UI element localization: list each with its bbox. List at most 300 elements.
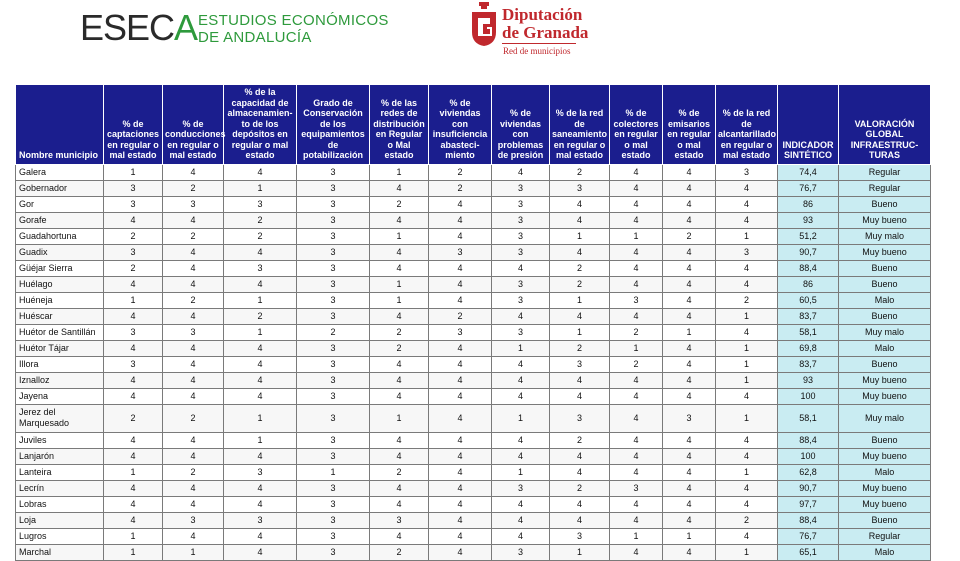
table-cell: 4 <box>224 340 297 356</box>
table-cell: 1 <box>104 464 163 480</box>
table-cell: 1 <box>370 164 429 180</box>
table-cell: 4 <box>663 512 716 528</box>
table-cell: 3 <box>550 404 610 432</box>
table-cell: 2 <box>224 212 297 228</box>
table-cell: 4 <box>163 528 224 544</box>
table-cell: 4 <box>224 388 297 404</box>
synthetic-indicator-cell: 93 <box>778 212 839 228</box>
table-cell: 4 <box>370 212 429 228</box>
table-cell: 4 <box>429 544 492 560</box>
table-row <box>16 164 931 180</box>
table-cell: 4 <box>429 212 492 228</box>
table-cell: 1 <box>492 340 550 356</box>
table-cell: 4 <box>663 180 716 196</box>
synthetic-indicator-cell: 100 <box>778 388 839 404</box>
table-cell: 4 <box>492 512 550 528</box>
table-cell: 4 <box>716 324 778 340</box>
global-valuation-cell: Muy malo <box>839 228 931 244</box>
global-valuation-cell: Malo <box>839 292 931 308</box>
synthetic-indicator-cell: 88,4 <box>778 260 839 276</box>
synthetic-indicator-cell: 90,7 <box>778 244 839 260</box>
table-cell: 3 <box>297 496 370 512</box>
column-header: Nombre municipio <box>16 85 104 165</box>
global-valuation-cell: Bueno <box>839 196 931 212</box>
table-cell: 3 <box>492 480 550 496</box>
table-cell: 4 <box>610 544 663 560</box>
table-cell: 4 <box>663 164 716 180</box>
table-cell: 2 <box>429 164 492 180</box>
diputacion-logo <box>470 2 610 62</box>
table-cell: 2 <box>297 324 370 340</box>
table-cell: 1 <box>224 324 297 340</box>
table-cell: 4 <box>663 448 716 464</box>
global-valuation-cell: Bueno <box>839 432 931 448</box>
table-cell: 4 <box>429 372 492 388</box>
table-cell: 4 <box>370 448 429 464</box>
table-cell: 2 <box>163 404 224 432</box>
table-cell: 4 <box>429 292 492 308</box>
table-row <box>16 356 931 372</box>
table-cell: 1 <box>550 544 610 560</box>
table-cell: 2 <box>663 228 716 244</box>
synthetic-indicator-cell: 83,7 <box>778 308 839 324</box>
municipality-name-cell: Lobras <box>16 496 104 512</box>
global-valuation-cell: Bueno <box>839 308 931 324</box>
table-body <box>16 164 931 560</box>
table-cell: 3 <box>163 512 224 528</box>
table-cell: 4 <box>610 404 663 432</box>
table-cell: 4 <box>663 308 716 324</box>
global-valuation-cell: Regular <box>839 528 931 544</box>
table-cell: 3 <box>297 292 370 308</box>
municipality-name-cell: Lecrín <box>16 480 104 496</box>
table-cell: 4 <box>492 448 550 464</box>
table-cell: 3 <box>104 180 163 196</box>
table-cell: 4 <box>370 180 429 196</box>
table-cell: 1 <box>716 356 778 372</box>
global-valuation-cell: Bueno <box>839 276 931 292</box>
column-header: Grado de Conservación de los equipamientos de potabilización <box>297 85 370 165</box>
table-cell: 4 <box>224 480 297 496</box>
municipality-name-cell: Gor <box>16 196 104 212</box>
table-cell: 3 <box>224 464 297 480</box>
table-row <box>16 260 931 276</box>
diputacion-line1: Diputación <box>502 5 583 24</box>
table-cell: 2 <box>370 340 429 356</box>
eseca-wordmark: ESECA <box>80 7 198 48</box>
table-cell: 1 <box>550 324 610 340</box>
table-cell: 4 <box>104 372 163 388</box>
table-cell: 4 <box>610 448 663 464</box>
table-cell: 3 <box>297 276 370 292</box>
table-cell: 4 <box>663 196 716 212</box>
table-cell: 4 <box>224 276 297 292</box>
table-cell: 1 <box>104 292 163 308</box>
table-cell: 2 <box>550 260 610 276</box>
table-cell: 1 <box>716 544 778 560</box>
global-valuation-cell: Malo <box>839 340 931 356</box>
table-cell: 2 <box>550 432 610 448</box>
table-row <box>16 528 931 544</box>
table-cell: 4 <box>429 480 492 496</box>
municipality-name-cell: Iznalloz <box>16 372 104 388</box>
table-cell: 1 <box>104 544 163 560</box>
table-cell: 3 <box>492 292 550 308</box>
table-cell: 3 <box>297 528 370 544</box>
diputacion-tagline: Red de municipios <box>503 46 571 56</box>
table-cell: 3 <box>663 404 716 432</box>
table-cell: 4 <box>663 480 716 496</box>
global-valuation-cell: Bueno <box>839 512 931 528</box>
table-cell: 2 <box>610 324 663 340</box>
synthetic-indicator-cell: 86 <box>778 276 839 292</box>
table-cell: 4 <box>224 496 297 512</box>
eseca-subtitle-line1: ESTUDIOS ECONÓMICOS <box>198 12 389 29</box>
table-cell: 4 <box>429 388 492 404</box>
table-cell: 4 <box>429 448 492 464</box>
table-cell: 3 <box>492 324 550 340</box>
table-cell: 1 <box>163 544 224 560</box>
table-cell: 2 <box>550 340 610 356</box>
table-cell: 4 <box>429 404 492 432</box>
table-cell: 4 <box>104 276 163 292</box>
table-row <box>16 480 931 496</box>
table-row <box>16 276 931 292</box>
municipality-name-cell: Huéscar <box>16 308 104 324</box>
table-cell: 4 <box>492 528 550 544</box>
table-cell: 4 <box>550 244 610 260</box>
table-cell: 3 <box>550 528 610 544</box>
column-header: VALORACIÓN GLOBAL INFRAESTRUC-TURAS <box>839 85 931 165</box>
table-cell: 4 <box>610 496 663 512</box>
table-cell: 4 <box>163 212 224 228</box>
table-row <box>16 180 931 196</box>
table-cell: 4 <box>492 260 550 276</box>
table-cell: 4 <box>663 340 716 356</box>
table-cell: 4 <box>550 464 610 480</box>
table-cell: 2 <box>224 228 297 244</box>
global-valuation-cell: Muy bueno <box>839 372 931 388</box>
table-cell: 3 <box>224 512 297 528</box>
column-header: % de las redes de distribución en Regular o Mal estado <box>370 85 429 165</box>
table-cell: 4 <box>370 528 429 544</box>
table-cell: 1 <box>610 340 663 356</box>
table-cell: 4 <box>370 432 429 448</box>
municipality-name-cell: Guadix <box>16 244 104 260</box>
table-row <box>16 432 931 448</box>
table-cell: 4 <box>663 276 716 292</box>
table-cell: 4 <box>610 388 663 404</box>
table-cell: 3 <box>297 260 370 276</box>
table-cell: 3 <box>429 244 492 260</box>
municipality-name-cell: Huéneja <box>16 292 104 308</box>
table-cell: 4 <box>429 356 492 372</box>
table-cell: 4 <box>429 496 492 512</box>
municipality-name-cell: Lugros <box>16 528 104 544</box>
table-cell: 4 <box>224 528 297 544</box>
column-header: % de viviendas con problemas de presión <box>492 85 550 165</box>
global-valuation-cell: Malo <box>839 464 931 480</box>
diputacion-line2: de Granada <box>502 23 589 42</box>
table-cell: 3 <box>297 372 370 388</box>
municipality-name-cell: Jayena <box>16 388 104 404</box>
table-cell: 1 <box>104 528 163 544</box>
table-cell: 4 <box>104 512 163 528</box>
table-cell: 1 <box>370 228 429 244</box>
column-header: % de la red de alcantarillado en regular o mal estado <box>716 85 778 165</box>
global-valuation-cell: Bueno <box>839 260 931 276</box>
table-row <box>16 544 931 560</box>
synthetic-indicator-cell: 58,1 <box>778 324 839 340</box>
table-cell: 3 <box>297 164 370 180</box>
table-cell: 3 <box>224 196 297 212</box>
table-cell: 2 <box>104 260 163 276</box>
table-cell: 3 <box>297 512 370 528</box>
municipality-name-cell: Gorafe <box>16 212 104 228</box>
table-cell: 4 <box>610 180 663 196</box>
table-cell: 4 <box>663 388 716 404</box>
table-row <box>16 228 931 244</box>
table-cell: 4 <box>663 244 716 260</box>
table-cell: 3 <box>429 324 492 340</box>
table-cell: 4 <box>370 496 429 512</box>
table-cell: 4 <box>429 196 492 212</box>
synthetic-indicator-cell: 58,1 <box>778 404 839 432</box>
table-cell: 3 <box>163 196 224 212</box>
table-cell: 3 <box>610 480 663 496</box>
table-cell: 4 <box>370 308 429 324</box>
synthetic-indicator-cell: 69,8 <box>778 340 839 356</box>
table-cell: 4 <box>716 528 778 544</box>
table-cell: 3 <box>492 180 550 196</box>
table-cell: 4 <box>104 212 163 228</box>
table-cell: 4 <box>663 432 716 448</box>
table-cell: 2 <box>429 180 492 196</box>
diputacion-name <box>502 6 588 42</box>
table-cell: 4 <box>663 260 716 276</box>
table-cell: 1 <box>716 372 778 388</box>
table-cell: 3 <box>492 544 550 560</box>
table-cell: 4 <box>104 340 163 356</box>
table-cell: 4 <box>492 308 550 324</box>
table-cell: 2 <box>716 292 778 308</box>
table-cell: 4 <box>610 212 663 228</box>
table-cell: 3 <box>224 260 297 276</box>
table-cell: 2 <box>163 180 224 196</box>
table-cell: 4 <box>104 308 163 324</box>
table-cell: 4 <box>550 512 610 528</box>
table-cell: 4 <box>610 244 663 260</box>
table-cell: 1 <box>297 464 370 480</box>
table-cell: 4 <box>224 244 297 260</box>
table-cell: 4 <box>492 356 550 372</box>
column-header: % de viviendas con insuficiencia abasteci-miento <box>429 85 492 165</box>
diputacion-emblem-icon <box>470 2 498 46</box>
global-valuation-cell: Muy bueno <box>839 388 931 404</box>
table-cell: 4 <box>104 388 163 404</box>
table-cell: 4 <box>550 308 610 324</box>
municipality-name-cell: Huétor de Santillán <box>16 324 104 340</box>
table-cell: 3 <box>297 432 370 448</box>
table-cell: 3 <box>297 244 370 260</box>
global-valuation-cell: Muy bueno <box>839 480 931 496</box>
synthetic-indicator-cell: 62,8 <box>778 464 839 480</box>
table-cell: 3 <box>550 356 610 372</box>
table-cell: 4 <box>663 464 716 480</box>
table-cell: 4 <box>370 244 429 260</box>
table-cell: 4 <box>429 340 492 356</box>
synthetic-indicator-cell: 76,7 <box>778 180 839 196</box>
global-valuation-cell: Bueno <box>839 356 931 372</box>
table-cell: 4 <box>429 432 492 448</box>
table-cell: 4 <box>224 164 297 180</box>
table-cell: 3 <box>297 308 370 324</box>
global-valuation-cell: Muy bueno <box>839 244 931 260</box>
table-row <box>16 464 931 480</box>
table-cell: 4 <box>610 276 663 292</box>
table-cell: 4 <box>370 372 429 388</box>
table-cell: 2 <box>370 464 429 480</box>
table-cell: 3 <box>492 228 550 244</box>
table-row <box>16 308 931 324</box>
global-valuation-cell: Regular <box>839 164 931 180</box>
synthetic-indicator-cell: 93 <box>778 372 839 388</box>
table-cell: 3 <box>492 276 550 292</box>
table-row <box>16 340 931 356</box>
table-cell: 4 <box>610 260 663 276</box>
table-cell: 3 <box>297 356 370 372</box>
table-cell: 4 <box>492 372 550 388</box>
table-cell: 4 <box>663 544 716 560</box>
global-valuation-cell: Muy malo <box>839 404 931 432</box>
table-cell: 2 <box>104 404 163 432</box>
table-cell: 3 <box>610 292 663 308</box>
table-cell: 2 <box>610 356 663 372</box>
eseca-subtitle <box>198 12 389 46</box>
table-cell: 4 <box>610 464 663 480</box>
table-header-row <box>16 85 931 165</box>
table-cell: 4 <box>163 432 224 448</box>
table-cell: 4 <box>492 388 550 404</box>
table-cell: 2 <box>550 480 610 496</box>
table-row <box>16 448 931 464</box>
table-cell: 4 <box>716 388 778 404</box>
table-cell: 3 <box>297 196 370 212</box>
table-cell: 4 <box>163 244 224 260</box>
table-cell: 4 <box>163 388 224 404</box>
table-row <box>16 196 931 212</box>
table-cell: 4 <box>163 260 224 276</box>
table-cell: 1 <box>492 404 550 432</box>
infrastructure-table-wrapper <box>15 84 930 561</box>
table-cell: 4 <box>370 260 429 276</box>
table-cell: 1 <box>716 464 778 480</box>
table-cell: 1 <box>610 528 663 544</box>
table-cell: 4 <box>163 340 224 356</box>
table-cell: 3 <box>297 228 370 244</box>
synthetic-indicator-cell: 76,7 <box>778 528 839 544</box>
table-cell: 3 <box>550 180 610 196</box>
table-cell: 3 <box>492 196 550 212</box>
table-cell: 4 <box>716 180 778 196</box>
global-valuation-cell: Muy bueno <box>839 448 931 464</box>
table-cell: 3 <box>297 480 370 496</box>
table-cell: 2 <box>550 276 610 292</box>
table-cell: 4 <box>163 276 224 292</box>
table-cell: 4 <box>163 164 224 180</box>
table-cell: 4 <box>163 496 224 512</box>
table-cell: 3 <box>716 164 778 180</box>
table-cell: 3 <box>492 244 550 260</box>
table-row <box>16 324 931 340</box>
table-cell: 2 <box>163 228 224 244</box>
synthetic-indicator-cell: 100 <box>778 448 839 464</box>
municipality-name-cell: Marchal <box>16 544 104 560</box>
table-cell: 4 <box>610 432 663 448</box>
table-cell: 1 <box>716 340 778 356</box>
table-cell: 4 <box>610 164 663 180</box>
table-cell: 4 <box>370 356 429 372</box>
table-cell: 3 <box>297 180 370 196</box>
table-cell: 3 <box>716 244 778 260</box>
table-cell: 2 <box>163 292 224 308</box>
table-cell: 4 <box>663 356 716 372</box>
table-cell: 4 <box>370 480 429 496</box>
table-cell: 2 <box>429 308 492 324</box>
table-cell: 4 <box>550 448 610 464</box>
municipality-name-cell: Loja <box>16 512 104 528</box>
diputacion-divider <box>502 43 576 44</box>
synthetic-indicator-cell: 65,1 <box>778 544 839 560</box>
table-cell: 4 <box>492 432 550 448</box>
table-cell: 1 <box>224 432 297 448</box>
table-cell: 3 <box>370 512 429 528</box>
table-cell: 2 <box>550 164 610 180</box>
table-cell: 4 <box>663 212 716 228</box>
table-cell: 4 <box>224 448 297 464</box>
table-cell: 4 <box>429 228 492 244</box>
table-cell: 2 <box>370 544 429 560</box>
municipality-name-cell: Huélago <box>16 276 104 292</box>
table-cell: 4 <box>370 388 429 404</box>
table-cell: 4 <box>610 196 663 212</box>
synthetic-indicator-cell: 88,4 <box>778 432 839 448</box>
table-cell: 1 <box>224 292 297 308</box>
global-valuation-cell: Malo <box>839 544 931 560</box>
table-cell: 4 <box>550 496 610 512</box>
synthetic-indicator-cell: 97,7 <box>778 496 839 512</box>
table-cell: 4 <box>163 448 224 464</box>
table-cell: 4 <box>224 544 297 560</box>
table-cell: 2 <box>163 464 224 480</box>
table-cell: 1 <box>104 164 163 180</box>
table-cell: 4 <box>663 496 716 512</box>
municipality-name-cell: Juviles <box>16 432 104 448</box>
table-cell: 4 <box>716 260 778 276</box>
table-cell: 4 <box>610 372 663 388</box>
table-cell: 3 <box>297 340 370 356</box>
column-header: % de captaciones en regular o mal estado <box>104 85 163 165</box>
table-cell: 1 <box>224 180 297 196</box>
table-cell: 4 <box>610 308 663 324</box>
table-cell: 4 <box>716 432 778 448</box>
table-cell: 4 <box>104 448 163 464</box>
table-cell: 4 <box>663 372 716 388</box>
table-cell: 3 <box>297 544 370 560</box>
municipality-name-cell: Huétor Tájar <box>16 340 104 356</box>
table-cell: 4 <box>716 196 778 212</box>
table-row <box>16 404 931 432</box>
